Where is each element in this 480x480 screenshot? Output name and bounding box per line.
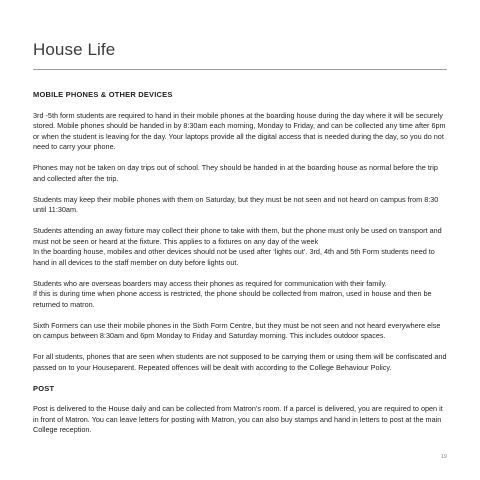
paragraph: Students may keep their mobile phones with them on Saturday, but they must be not seen and not heard on campus from 8:30 until 11:30am. [33, 194, 439, 214]
paragraph: Students attending an away fixture may collect their phone to take with them, but the phone must only be used on transport and must not be seen or heard at the fixture. This applies to a fixtures on any day of the week In the boarding house, mobiles and other devices should not be used after ‘lights out’. 3rd, 4th and 5th Form students need to hand in all devices to the staff member on duty before lights out. [33, 226, 442, 267]
paragraph: 3rd -5th form students are required to hand in their mobile phones at the boarding house during the day where it will be securely stored. Mobile phones should be handed in by 8:30am each morning, Monday to Friday, and can be collected any time after 6pm or when the student is leaving for the day. Your laptops provide all the digital access that is needed during the day, so you do not need to carry your phone. [33, 110, 446, 151]
section-heading: POST [33, 383, 55, 393]
paragraph: Post is delivered to the House daily and can be collected from Matron’s room. If a parcel is delivered, you are required to open it in front of Matron. You can leave letters for posting with Matron, you can also buy stamps and hand in letters to post at the main College reception. [33, 404, 443, 434]
paragraph: Phones may not be taken on day trips out of school. They should be handed in at the boarding house as normal before the trip and collected after the trip. [33, 163, 438, 183]
paragraph: Students who are overseas boarders may access their phones as required for communication with their family. If this is during time when phone access is restricted, the phone should be collected from matron, used in house and then be returned to matron. [33, 278, 432, 309]
section-heading: MOBILE PHONES & OTHER DEVICES [33, 90, 173, 99]
paragraph: For all students, phones that are seen when students are not supposed to be carrying them or using them will be confiscated and passed on to your Houseparent. Repeated offences will be dealt with according to the College Behaviour Policy. [33, 352, 447, 372]
section-post [33, 384, 447, 436]
section-mobile-phones [33, 90, 447, 373]
document-body [33, 90, 447, 446]
page-title: House Life [33, 40, 116, 59]
paragraph: Sixth Formers can use their mobile phones in the Sixth Form Centre, but they must be not seen and not heard everywhere else on campus between 8:30am and 6pm Monday to Friday and Saturday morning. This includes outdoor spaces. [33, 320, 441, 340]
page-number: 19 [440, 454, 447, 460]
title-divider [33, 69, 447, 70]
